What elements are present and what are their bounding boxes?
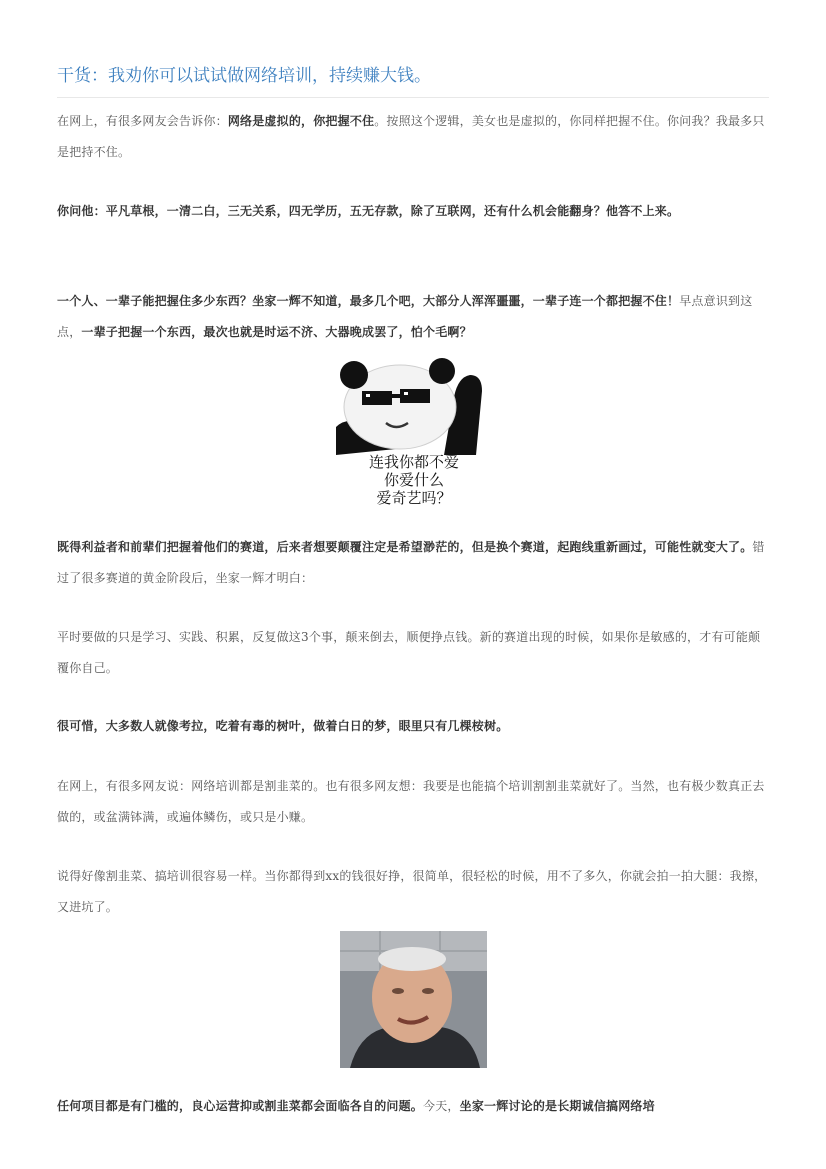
panda-sunglasses-icon	[336, 357, 492, 455]
paragraph-3	[57, 286, 769, 348]
old-man-portrait-icon	[340, 931, 487, 1068]
p1-bold: 网络是虚拟的，你把握不住	[227, 114, 375, 128]
paragraph-6: 很可惜，大多数人就像考拉，吃着有毒的树叶，做着白日的梦，眼里只有几棵桉树。	[57, 719, 509, 733]
paragraph-8: 说得好像割韭菜、搞培训很容易一样。当你都得到xx的钱很好挣，很简单，很轻松的时候，用不了多久，你就会拍一拍大腿：我擦，又进坑了。	[57, 869, 767, 914]
paragraph-5: 平时要做的只是学习、实践、积累，反复做这3个事，颠来倒去，顺便挣点钱。新的赛道出现的时候，如果你是敏感的，才有可能颠覆你自己。	[57, 630, 761, 675]
article-title: 干货：我劝你可以试试做网络培训，持续赚大钱。	[57, 66, 431, 86]
paragraph-9	[57, 1091, 769, 1122]
p1-text-c: 。按照这个逻辑，美女也是虚拟的，你同样把握不住。你问我？我最多只是把持不住。	[57, 114, 765, 159]
meme-caption-line2: 你爱什么	[383, 471, 444, 489]
p3-bold-c: 一辈子把握一个东西，最次也就是时运不济、大器晚成罢了，怕个毛啊？	[81, 325, 472, 339]
p9-text-b: 今天，	[423, 1099, 460, 1113]
title-divider	[57, 97, 769, 98]
paragraph-1	[57, 106, 769, 168]
meme-caption-line3: 爱奇艺吗？	[376, 489, 452, 507]
panda-meme-image	[336, 357, 492, 509]
paragraph-2: 你问他：平凡草根，一清二白，三无关系，四无学历，五无存款，除了互联网，还有什么机会能翻身？他答不上来。	[57, 204, 680, 218]
p9-bold-a: 任何项目都是有门槛的，良心运营抑或割韭菜都会面临各自的问题。	[57, 1099, 424, 1113]
old-man-photo	[340, 931, 487, 1068]
p3-bold-a: 一个人、一辈子能把握住多少东西？坐家一辉不知道，最多几个吧，大部分人浑浑噩噩，一辈子连一个都把握不住！	[57, 294, 680, 308]
paragraph-4	[57, 532, 769, 594]
paragraph-7: 在网上，有很多网友说：网络培训都是割韭菜的。也有很多网友想：我要是也能搞个培训割割韭菜就好了。当然，也有极少数真正去做的，或盆满钵满，或遍体鳞伤，或只是小赚。	[57, 779, 765, 824]
meme-caption-line1: 连我你都不爱	[368, 453, 459, 471]
p4-bold: 既得利益者和前辈们把握着他们的赛道，后来者想要颠覆注定是希望渺茫的，但是换个赛道，起跑线重新画过，可能性就变大了。	[57, 540, 753, 554]
p3-text-b: 早点意识到这点，	[57, 294, 753, 339]
p9-bold-c: 坐家一辉讨论的是长期诚信搞网络培	[459, 1099, 655, 1113]
p1-text-a: 在网上，有很多网友会告诉你：	[57, 114, 228, 128]
p4-text: 错过了很多赛道的黄金阶段后，坐家一辉才明白：	[57, 540, 765, 585]
